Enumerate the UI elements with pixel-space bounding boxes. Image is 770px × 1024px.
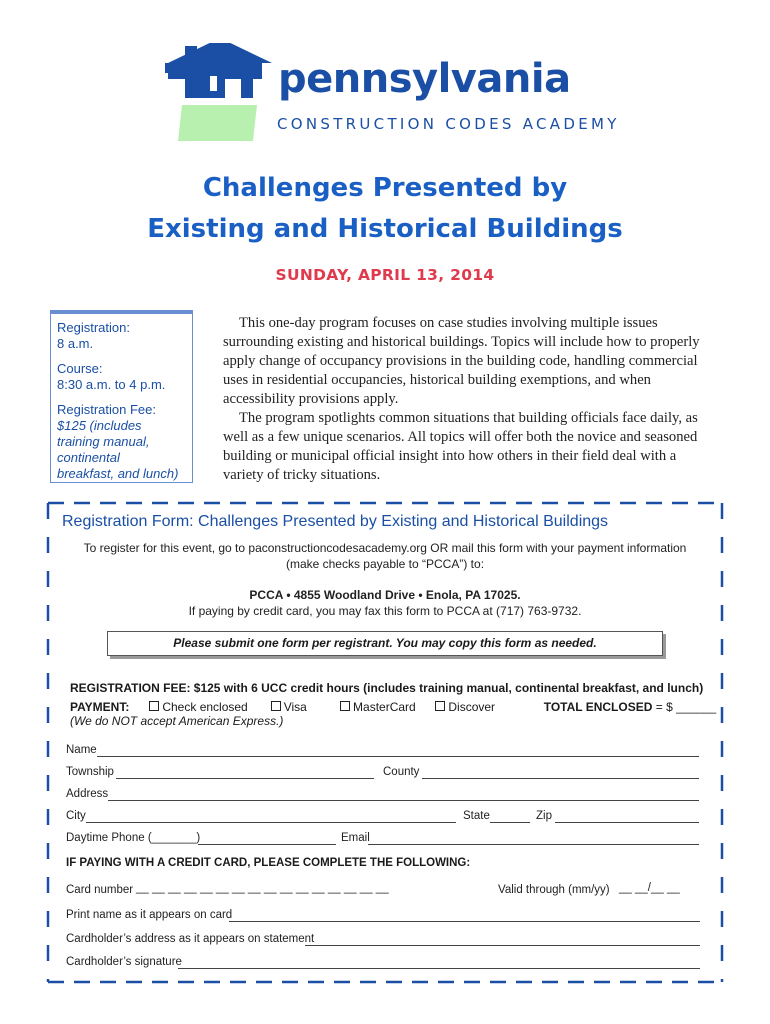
payment-label: PAYMENT: [70,700,130,714]
zip-label: Zip [536,810,552,822]
valid-through-label: Valid through (mm/yy) [498,884,610,896]
signature-label: Cardholder’s signature [66,956,182,968]
instructions-line-1: To register for this event, go to paconstructioncodesacademy.org OR mail this form with your payment information [83,541,687,555]
print-name-label: Print name as it appears on card [66,909,233,921]
print-name-input[interactable] [229,921,700,922]
checkbox-icon[interactable] [340,701,350,711]
address-input[interactable] [108,800,699,801]
county-input[interactable] [422,778,699,779]
amex-note: (We do NOT accept American Express.) [70,714,284,728]
logo-subtitle: CONSTRUCTION CODES ACADEMY [277,115,620,133]
registration-time: 8 a.m. [57,336,94,351]
registration-fee-line: REGISTRATION FEE: $125 with 6 UCC credit hours (includes training manual, continental breakfast, and lunch) [70,681,704,695]
course-time: 8:30 a.m. to 4 p.m. [57,377,166,392]
form-instructions [50,541,720,572]
option-discover[interactable]: Discover [435,700,540,714]
title-line-1: Challenges Presented by [202,173,568,203]
state-input[interactable] [490,822,530,823]
option-check[interactable]: Check enclosed [149,700,267,714]
card-number-label: Card number [66,884,134,896]
option-visa[interactable]: Visa [271,700,337,714]
state-label: State [463,810,490,822]
logo-wordmark: pennsylvania [278,56,571,102]
course-label: Course: [57,361,103,376]
total-label: TOTAL ENCLOSED [543,700,653,714]
township-input[interactable] [116,778,374,779]
form-title: Registration Form: Challenges Presented by Existing and Historical Buildings [62,513,609,530]
city-input[interactable] [86,822,456,823]
checkbox-icon[interactable] [271,701,281,711]
fee-detail-4: breakfast, and lunch) [57,466,179,481]
cardholder-address-input[interactable] [305,945,700,946]
fee-label: Registration Fee: [57,402,156,417]
phone-label: Daytime Phone (_______) [66,832,201,844]
mailing-address: PCCA • 4855 Woodland Drive • Enola, PA 17025. [249,588,521,602]
instructions-line-2: (make checks payable to “PCCA”) to: [285,556,485,571]
mailing-info [50,588,720,619]
option-mastercard[interactable]: MasterCard [340,700,432,714]
title-line-2: Existing and Historical Buildings [147,214,623,244]
checkbox-icon[interactable] [435,701,445,711]
name-input[interactable] [97,756,699,757]
county-label: County [383,766,420,778]
email-input[interactable] [368,844,699,845]
fee-detail-2: training manual, [57,434,150,449]
township-label: Township [66,766,114,778]
cardholder-address-label: Cardholder’s address as it appears on statement [66,933,315,945]
signature-input[interactable] [178,968,700,969]
city-label: City [66,810,86,822]
valid-through-input[interactable]: __ __/__ __ [619,882,680,894]
description-paragraph-1: This one-day program focuses on case studies involving multiple issues surrounding existing and historical buildings. Topics will include how to properly apply change of occupancy provisions in the building code, handling commercial uses in residential occupancies, historical building exemptions, and when accessibility provisions apply. [223,315,700,407]
fee-detail-3: continental [57,450,120,465]
total-field[interactable]: = $ ______ [655,700,717,714]
registration-label: Registration: [57,320,130,335]
address-label: Address [66,788,109,800]
card-number-input[interactable]: __ __ __ __ __ __ __ __ __ __ __ __ __ __ __ __ [136,882,389,894]
fee-detail-1: $125 (includes [57,418,142,433]
email-label: Email [341,832,370,844]
credit-card-heading: IF PAYING WITH A CREDIT CARD, PLEASE COMPLETE THE FOLLOWING: [66,857,471,869]
description-paragraph-2: The program spotlights common situations that building officials face daily, as well as a few unique scenarios. All topics will offer both the novice and seasoned building or municipal official insight into how others in their field deal with a variety of tricky situations. [223,410,698,483]
zip-input[interactable] [555,822,699,823]
checkbox-icon[interactable] [149,701,159,711]
event-date: SUNDAY, APRIL 13, 2014 [275,266,495,284]
name-label: Name [66,744,97,756]
phone-input[interactable] [198,844,336,845]
fax-info: If paying by credit card, you may fax this form to PCCA at (717) 763-9732. [188,603,582,618]
notice-box: Please submit one form per registrant. You may copy this form as needed. [107,631,663,656]
payment-options [70,700,716,714]
